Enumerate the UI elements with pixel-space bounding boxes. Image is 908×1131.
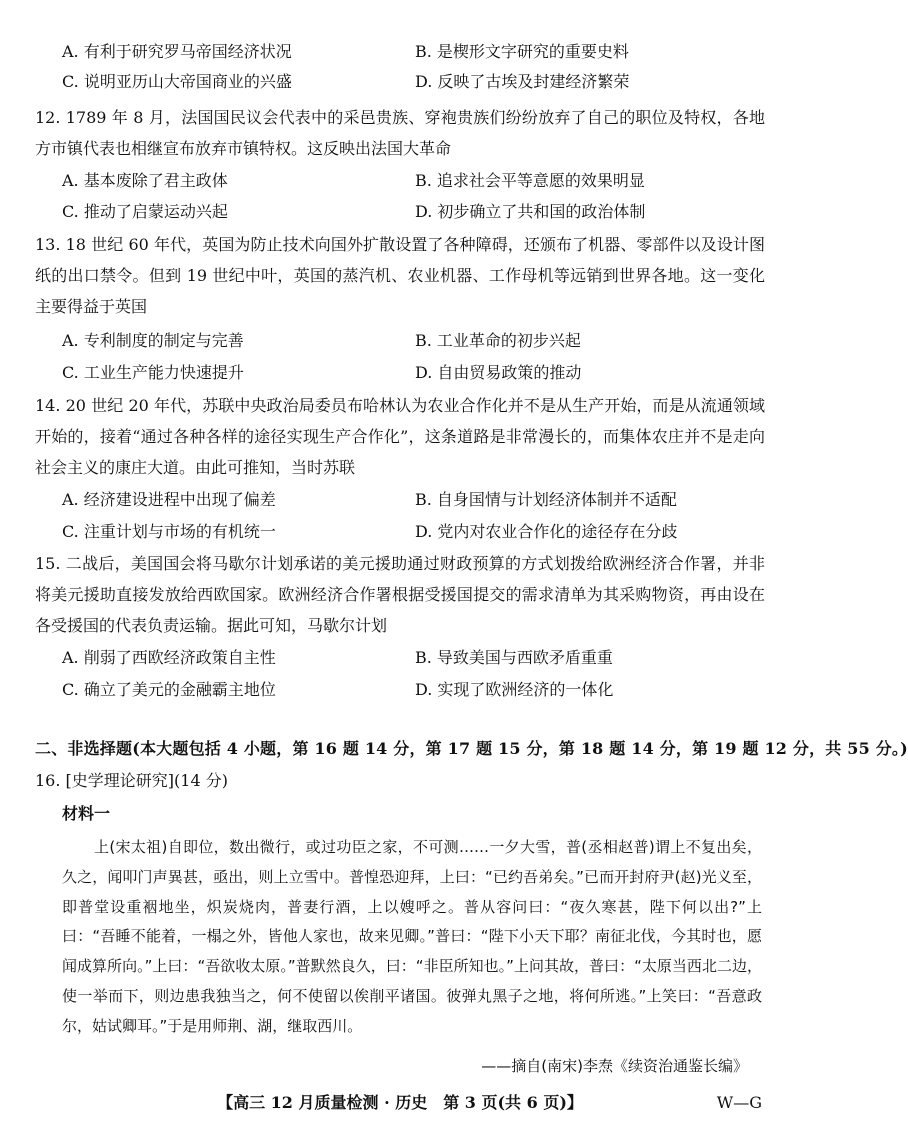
q11-option-c: C. 说明亚历山大帝国商业的兴盛: [62, 72, 292, 91]
q15-option-c: C. 确立了美元的金融霸主地位: [62, 680, 276, 699]
q13-option-d: D. 自由贸易政策的推动: [415, 363, 582, 382]
q12-option-c: C. 推动了启蒙运动兴起: [62, 202, 228, 221]
q14-option-d: D. 党内对农业合作化的途径存在分歧: [415, 522, 678, 541]
q15-option-a: A. 削弱了西欧经济政策自主性: [62, 648, 276, 667]
paper-code: W—G: [716, 1093, 762, 1112]
q16-header: 16. [史学理论研究](14 分): [35, 771, 228, 790]
q12-option-a: A. 基本废除了君主政体: [62, 171, 228, 190]
q13-option-a: A. 专利制度的制定与完善: [62, 331, 244, 350]
q14-option-a: A. 经济建设进程中出现了偏差: [62, 490, 276, 509]
page-footer: 【高三 12 月质量检测 · 历史 第 3 页(共 6 页)】: [217, 1093, 583, 1112]
q15-option-b: B. 导致美国与西欧矛盾重重: [415, 648, 613, 667]
q12-stem: 12. 1789 年 8 月，法国国民议会代表中的采邑贵族、穿袍贵族们纷纷放弃了自己的职位及特权，各地方市镇代表也相继宣布放弃市镇特权。这反映出法国大革命: [35, 108, 765, 158]
q12-option-d: D. 初步确立了共和国的政治体制: [415, 202, 646, 221]
section-heading: 二、非选择题(本大题包括 4 小题，第 16 题 14 分，第 17 题 15 分，第 18 题 14 分，第 19 题 12 分，共 55 分。): [35, 739, 908, 758]
q11-option-b: B. 是楔形文字研究的重要史料: [415, 42, 629, 61]
material-source: ——摘自(南宋)李焘《续资治通鉴长编》: [481, 1057, 748, 1075]
q13-stem: 13. 18 世纪 60 年代，英国为防止技术向国外扩散设置了各种障碍，还颁布了机器、零部件以及设计图纸的出口禁令。但到 19 世纪中叶，英国的蒸汽机、农业机器、工作母机等远销到世界各地。这一变化主要得益于英国: [35, 235, 765, 316]
q15-stem: 15. 二战后，美国国会将马歇尔计划承诺的美元援助通过财政预算的方式划拨给欧洲经济合作署，并非将美元援助直接发放给西欧国家。欧洲经济合作署根据受援国提交的需求清单为其采购物资，再由设在各受援国的代表负责运输。据此可知，马歇尔计划: [35, 554, 765, 635]
q13-option-c: C. 工业生产能力快速提升: [62, 363, 244, 382]
material-label: 材料一: [62, 804, 111, 823]
q14-stem: 14. 20 世纪 20 年代，苏联中央政治局委员布哈林认为农业合作化并不是从生产开始，而是从流通领域开始的，接着“通过各种各样的途径实现生产合作化”，这条道路是非常漫长的，而集体农庄并不是走向社会主义的康庄大道。由此可推知，当时苏联: [35, 396, 765, 477]
q11-option-d: D. 反映了古埃及封建经济繁荣: [415, 72, 630, 91]
q11-option-a: A. 有利于研究罗马帝国经济状况: [62, 42, 292, 61]
q13-option-b: B. 工业革命的初步兴起: [415, 331, 581, 350]
q14-option-c: C. 注重计划与市场的有机统一: [62, 522, 276, 541]
material-passage: 上(宋太祖)自即位，数出微行，或过功臣之家，不可测……一夕大雪，普(丞相赵普)谓上不复出矣，久之，闻叩门声異甚，亟出，则上立雪中。普惶恐迎拜，上曰：“已约吾弟矣。”已而开封府尹(赵)光义至，即普堂设重裀地坐，炽炭烧肉，普妻行酒，上以嫂呼之。普从容问曰：“夜久寒甚，陛下何以出?”上曰：“吾睡不能着，一榻之外，皆他人家也，故来见卿。”普曰：“陛下小天下耶？南征北伐，今其时也，愿闻成算所向。”上曰：“吾欲收太原。”普默然良久，曰：“非臣所知也。”上问其故，普曰：“太原当西北二边，使一举而下，则边患我独当之，何不使留以俟削平诸国。彼弹丸黑子之地，将何所逃。”上笑曰：“吾意政尔，姑试卿耳。”于是用师荆、湖，继取西川。: [62, 838, 762, 1035]
q15-option-d: D. 实现了欧洲经济的一体化: [415, 680, 614, 699]
q12-option-b: B. 追求社会平等意愿的效果明显: [415, 171, 645, 190]
q14-option-b: B. 自身国情与计划经济体制并不适配: [415, 490, 677, 509]
